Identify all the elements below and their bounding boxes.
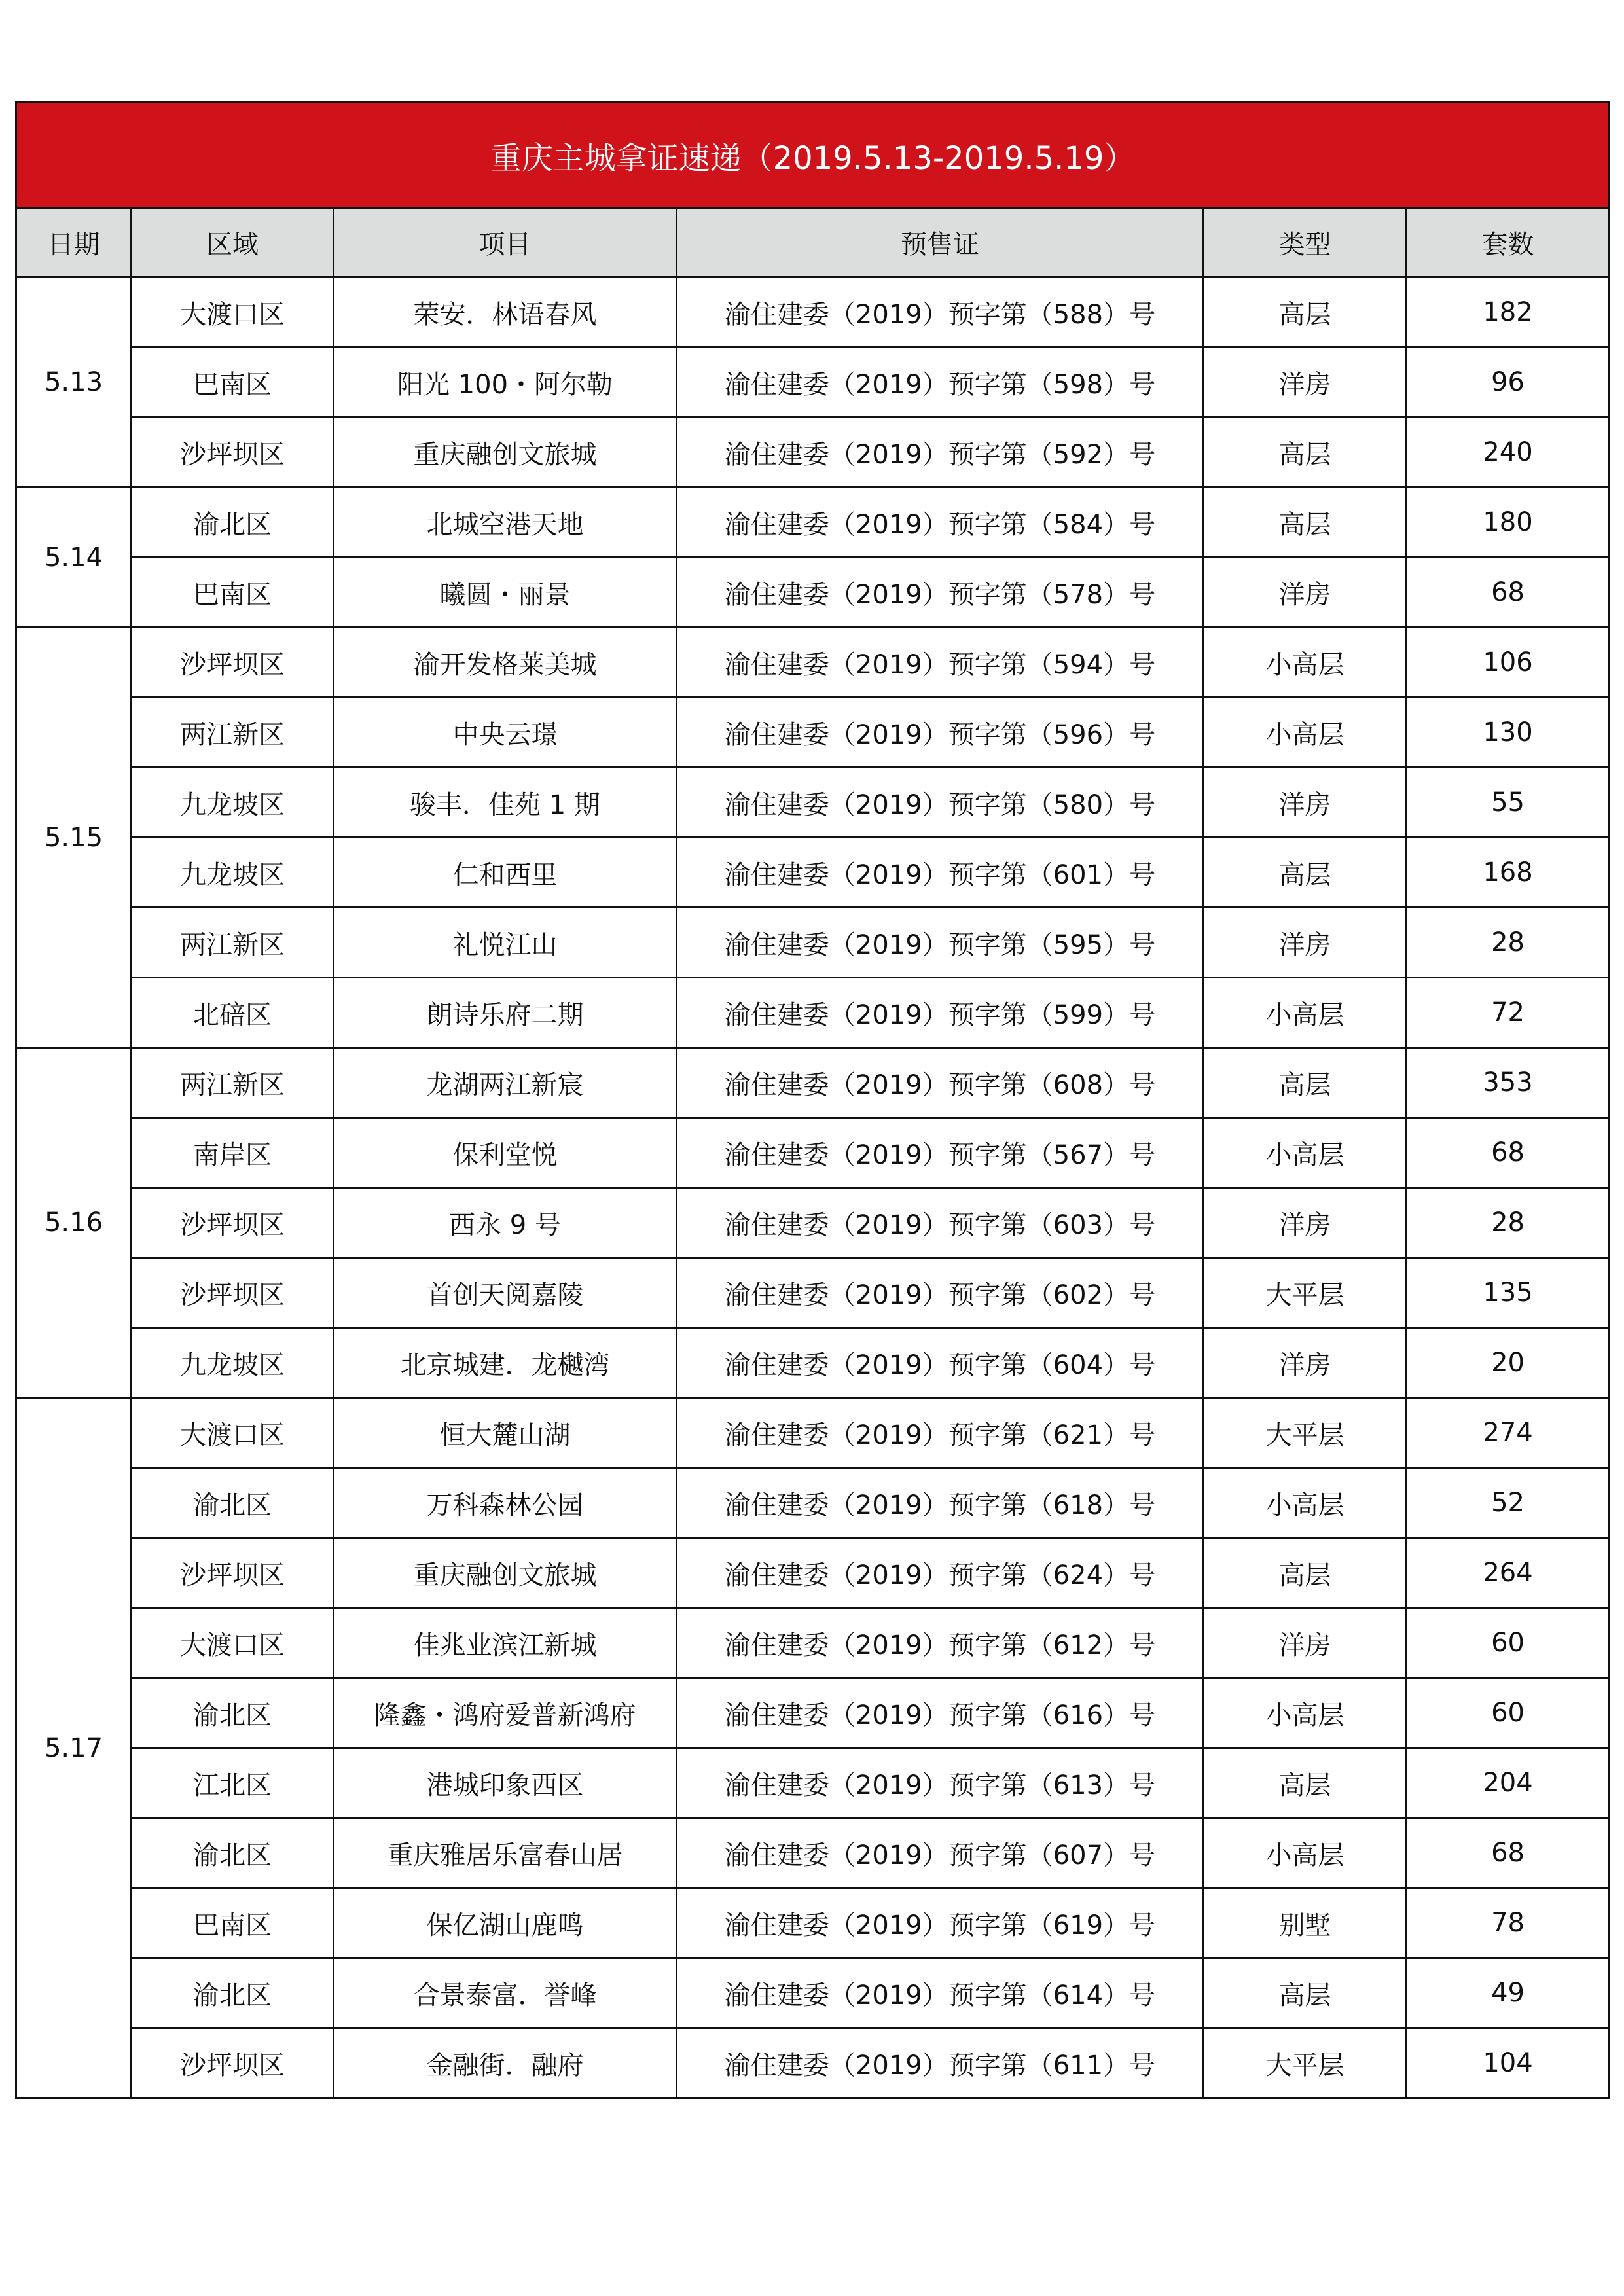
- units-cell: 204: [1407, 1748, 1610, 1818]
- project-cell: 重庆雅居乐富春山居: [334, 1818, 677, 1888]
- project-cell: 北城空港天地: [334, 488, 677, 558]
- project-cell: 龙湖两江新宸: [334, 1048, 677, 1118]
- permit-cell: 渝住建委（2019）预字第（624）号: [677, 1538, 1204, 1608]
- type-cell: 洋房: [1204, 908, 1407, 978]
- district-cell: 九龙坡区: [132, 838, 334, 908]
- table-row: [16, 1888, 1610, 1958]
- district-cell: 南岸区: [132, 1118, 334, 1188]
- table-row: [16, 698, 1610, 768]
- type-cell: 小高层: [1204, 1468, 1407, 1538]
- type-cell: 小高层: [1204, 1118, 1407, 1188]
- type-cell: 洋房: [1204, 1328, 1407, 1398]
- type-cell: 大平层: [1204, 1398, 1407, 1468]
- permit-cell: 渝住建委（2019）预字第（578）号: [677, 558, 1204, 628]
- district-cell: 渝北区: [132, 1468, 334, 1538]
- type-cell: 洋房: [1204, 768, 1407, 838]
- permit-cell: 渝住建委（2019）预字第（613）号: [677, 1748, 1204, 1818]
- units-cell: 135: [1407, 1258, 1610, 1328]
- permit-cell: 渝住建委（2019）预字第（614）号: [677, 1958, 1204, 2028]
- table-row: [16, 1118, 1610, 1188]
- permit-cell: 渝住建委（2019）预字第（602）号: [677, 1258, 1204, 1328]
- permit-cell: 渝住建委（2019）预字第（608）号: [677, 1048, 1204, 1118]
- units-cell: 240: [1407, 418, 1610, 488]
- project-cell: 合景泰富．誉峰: [334, 1958, 677, 2028]
- district-cell: 大渡口区: [132, 1398, 334, 1468]
- header-district: 区域: [132, 208, 334, 278]
- district-cell: 九龙坡区: [132, 1328, 334, 1398]
- table-row: [16, 1258, 1610, 1328]
- project-cell: 曦圆・丽景: [334, 558, 677, 628]
- district-cell: 巴南区: [132, 558, 334, 628]
- permit-cell: 渝住建委（2019）预字第（588）号: [677, 278, 1204, 348]
- table-row: [16, 838, 1610, 908]
- project-cell: 金融街．融府: [334, 2028, 677, 2098]
- permit-cell: 渝住建委（2019）预字第（616）号: [677, 1678, 1204, 1748]
- district-cell: 大渡口区: [132, 1608, 334, 1678]
- units-cell: 55: [1407, 768, 1610, 838]
- permit-cell: 渝住建委（2019）预字第（595）号: [677, 908, 1204, 978]
- permit-cell: 渝住建委（2019）预字第（611）号: [677, 2028, 1204, 2098]
- district-cell: 沙坪坝区: [132, 2028, 334, 2098]
- units-cell: 106: [1407, 628, 1610, 698]
- type-cell: 高层: [1204, 1748, 1407, 1818]
- type-cell: 高层: [1204, 838, 1407, 908]
- type-cell: 小高层: [1204, 1678, 1407, 1748]
- type-cell: 高层: [1204, 1958, 1407, 2028]
- type-cell: 洋房: [1204, 1608, 1407, 1678]
- permit-cell: 渝住建委（2019）预字第（567）号: [677, 1118, 1204, 1188]
- date-cell: 5.16: [16, 1048, 132, 1398]
- district-cell: 渝北区: [132, 1678, 334, 1748]
- type-cell: 高层: [1204, 1048, 1407, 1118]
- date-cell: 5.14: [16, 488, 132, 628]
- project-cell: 阳光 100・阿尔勒: [334, 348, 677, 418]
- units-cell: 20: [1407, 1328, 1610, 1398]
- units-cell: 60: [1407, 1608, 1610, 1678]
- units-cell: 78: [1407, 1888, 1610, 1958]
- type-cell: 大平层: [1204, 1258, 1407, 1328]
- units-cell: 28: [1407, 908, 1610, 978]
- project-cell: 隆鑫・鸿府爱普新鸿府: [334, 1678, 677, 1748]
- district-cell: 沙坪坝区: [132, 1188, 334, 1258]
- project-cell: 礼悦江山: [334, 908, 677, 978]
- header-row: [16, 208, 1610, 278]
- district-cell: 沙坪坝区: [132, 418, 334, 488]
- units-cell: 68: [1407, 1818, 1610, 1888]
- project-cell: 中央云璟: [334, 698, 677, 768]
- type-cell: 高层: [1204, 418, 1407, 488]
- project-cell: 佳兆业滨江新城: [334, 1608, 677, 1678]
- permit-cell: 渝住建委（2019）预字第（584）号: [677, 488, 1204, 558]
- permit-cell: 渝住建委（2019）预字第（619）号: [677, 1888, 1204, 1958]
- district-cell: 沙坪坝区: [132, 628, 334, 698]
- project-cell: 渝开发格莱美城: [334, 628, 677, 698]
- table-row: [16, 1678, 1610, 1748]
- permit-cell: 渝住建委（2019）预字第（598）号: [677, 348, 1204, 418]
- project-cell: 荣安．林语春风: [334, 278, 677, 348]
- district-cell: 渝北区: [132, 1958, 334, 2028]
- permit-cell: 渝住建委（2019）预字第（599）号: [677, 978, 1204, 1048]
- units-cell: 68: [1407, 558, 1610, 628]
- district-cell: 九龙坡区: [132, 768, 334, 838]
- district-cell: 江北区: [132, 1748, 334, 1818]
- project-cell: 首创天阅嘉陵: [334, 1258, 677, 1328]
- project-cell: 恒大麓山湖: [334, 1398, 677, 1468]
- project-cell: 重庆融创文旅城: [334, 418, 677, 488]
- table-row: [16, 1748, 1610, 1818]
- units-cell: 28: [1407, 1188, 1610, 1258]
- type-cell: 洋房: [1204, 558, 1407, 628]
- date-cell: 5.15: [16, 628, 132, 1048]
- table-row: [16, 558, 1610, 628]
- district-cell: 大渡口区: [132, 278, 334, 348]
- table-row: [16, 1398, 1610, 1468]
- type-cell: 小高层: [1204, 1818, 1407, 1888]
- table-row: [16, 978, 1610, 1048]
- type-cell: 小高层: [1204, 628, 1407, 698]
- project-cell: 重庆融创文旅城: [334, 1538, 677, 1608]
- permit-cell: 渝住建委（2019）预字第（592）号: [677, 418, 1204, 488]
- permit-cell: 渝住建委（2019）预字第（612）号: [677, 1608, 1204, 1678]
- permit-cell: 渝住建委（2019）预字第（621）号: [677, 1398, 1204, 1468]
- district-cell: 巴南区: [132, 1888, 334, 1958]
- type-cell: 小高层: [1204, 698, 1407, 768]
- table-row: [16, 1818, 1610, 1888]
- district-cell: 两江新区: [132, 698, 334, 768]
- table-row: [16, 278, 1610, 348]
- units-cell: 180: [1407, 488, 1610, 558]
- type-cell: 高层: [1204, 278, 1407, 348]
- type-cell: 小高层: [1204, 978, 1407, 1048]
- permit-cell: 渝住建委（2019）预字第（601）号: [677, 838, 1204, 908]
- table-row: [16, 1328, 1610, 1398]
- table-row: [16, 908, 1610, 978]
- district-cell: 沙坪坝区: [132, 1538, 334, 1608]
- units-cell: 182: [1407, 278, 1610, 348]
- header-permit: 预售证: [677, 208, 1204, 278]
- permit-cell: 渝住建委（2019）预字第（580）号: [677, 768, 1204, 838]
- district-cell: 两江新区: [132, 1048, 334, 1118]
- units-cell: 72: [1407, 978, 1610, 1048]
- project-cell: 北京城建．龙樾湾: [334, 1328, 677, 1398]
- type-cell: 大平层: [1204, 2028, 1407, 2098]
- header-project: 项目: [334, 208, 677, 278]
- table-row: [16, 1048, 1610, 1118]
- project-cell: 骏丰．佳苑 1 期: [334, 768, 677, 838]
- permit-cell: 渝住建委（2019）预字第（604）号: [677, 1328, 1204, 1398]
- header-units: 套数: [1407, 208, 1610, 278]
- units-cell: 130: [1407, 698, 1610, 768]
- type-cell: 洋房: [1204, 1188, 1407, 1258]
- project-cell: 保亿湖山鹿鸣: [334, 1888, 677, 1958]
- units-cell: 274: [1407, 1398, 1610, 1468]
- district-cell: 渝北区: [132, 1818, 334, 1888]
- date-cell: 5.13: [16, 278, 132, 488]
- units-cell: 52: [1407, 1468, 1610, 1538]
- project-cell: 万科森林公园: [334, 1468, 677, 1538]
- units-cell: 68: [1407, 1118, 1610, 1188]
- district-cell: 两江新区: [132, 908, 334, 978]
- district-cell: 北碚区: [132, 978, 334, 1048]
- table-row: [16, 1608, 1610, 1678]
- table-row: [16, 1188, 1610, 1258]
- type-cell: 别墅: [1204, 1888, 1407, 1958]
- table-row: [16, 768, 1610, 838]
- project-cell: 朗诗乐府二期: [334, 978, 677, 1048]
- units-cell: 104: [1407, 2028, 1610, 2098]
- date-cell: 5.17: [16, 1398, 132, 2098]
- units-cell: 264: [1407, 1538, 1610, 1608]
- project-cell: 仁和西里: [334, 838, 677, 908]
- table-row: [16, 488, 1610, 558]
- project-cell: 西永 9 号: [334, 1188, 677, 1258]
- table-row: [16, 1958, 1610, 2028]
- district-cell: 渝北区: [132, 488, 334, 558]
- units-cell: 60: [1407, 1678, 1610, 1748]
- permit-cell: 渝住建委（2019）预字第（607）号: [677, 1818, 1204, 1888]
- table-row: [16, 1538, 1610, 1608]
- permit-table: [15, 101, 1610, 2099]
- table-row: [16, 418, 1610, 488]
- units-cell: 353: [1407, 1048, 1610, 1118]
- units-cell: 168: [1407, 838, 1610, 908]
- header-type: 类型: [1204, 208, 1407, 278]
- table-row: [16, 1468, 1610, 1538]
- units-cell: 49: [1407, 1958, 1610, 2028]
- permit-cell: 渝住建委（2019）预字第（594）号: [677, 628, 1204, 698]
- type-cell: 洋房: [1204, 348, 1407, 418]
- district-cell: 巴南区: [132, 348, 334, 418]
- permit-cell: 渝住建委（2019）预字第（596）号: [677, 698, 1204, 768]
- table-row: [16, 348, 1610, 418]
- units-cell: 96: [1407, 348, 1610, 418]
- type-cell: 高层: [1204, 1538, 1407, 1608]
- permit-cell: 渝住建委（2019）预字第（603）号: [677, 1188, 1204, 1258]
- type-cell: 高层: [1204, 488, 1407, 558]
- header-date: 日期: [16, 208, 132, 278]
- table-title: 重庆主城拿证速递（2019.5.13-2019.5.19）: [16, 103, 1610, 208]
- table-row: [16, 628, 1610, 698]
- project-cell: 保利堂悦: [334, 1118, 677, 1188]
- project-cell: 港城印象西区: [334, 1748, 677, 1818]
- permit-cell: 渝住建委（2019）预字第（618）号: [677, 1468, 1204, 1538]
- table-row: [16, 2028, 1610, 2098]
- district-cell: 沙坪坝区: [132, 1258, 334, 1328]
